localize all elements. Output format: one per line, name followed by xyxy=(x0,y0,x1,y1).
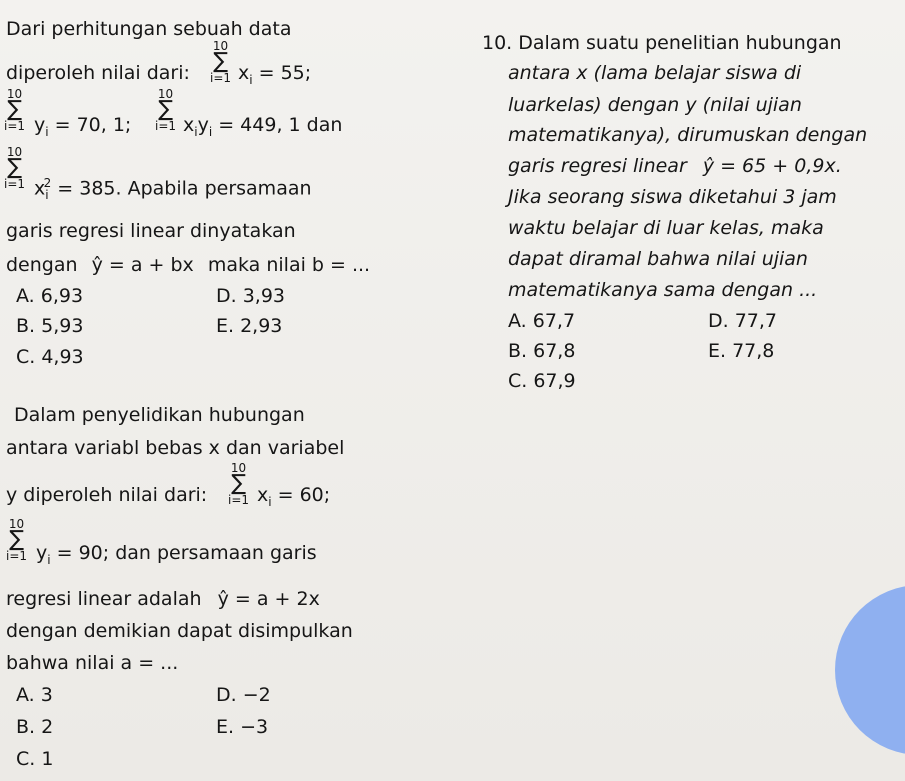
q2-sum-x-expr xyxy=(257,484,330,513)
q2-option-e: E. −3 xyxy=(216,716,269,738)
sigma-lower: i=1 xyxy=(155,119,177,133)
sigma-lower: i=1 xyxy=(4,177,26,191)
q2-text: regresi linear adalah xyxy=(6,588,202,610)
sigma-upper: 10 xyxy=(6,145,23,159)
sub-i: i xyxy=(45,124,49,139)
q10-line-1: 10. Dalam suatu penelitian hubungan xyxy=(482,32,842,54)
q1-sum-x-expr xyxy=(238,62,311,91)
q2-line-1: Dalam penyelidikan hubungan xyxy=(14,404,305,426)
sigma-lower: i=1 xyxy=(228,493,250,507)
q1-line-2-text: diperoleh nilai dari: xyxy=(6,62,190,84)
q2-line-5 xyxy=(6,588,320,610)
sigma-upper: 10 xyxy=(157,87,174,101)
q2-option-d: D. −2 xyxy=(216,684,271,706)
q1-option-d: D. 3,93 xyxy=(216,285,286,307)
q2-sum-y-expr xyxy=(36,542,317,571)
sigma-symbol: ∑ xyxy=(158,97,173,122)
sigma-upper: 10 xyxy=(230,461,247,475)
q1-sum-x2-expr xyxy=(34,172,312,206)
q2-text: y diperoleh nilai dari: xyxy=(6,484,208,506)
q2-line-7: bahwa nilai a = ... xyxy=(6,652,179,674)
sigma-upper: 10 xyxy=(6,87,23,101)
sub-i: i xyxy=(208,124,213,139)
q1-option-c: C. 4,93 xyxy=(16,346,84,368)
sigma-symbol: ∑ xyxy=(7,97,22,122)
sum-x-value: = 55; xyxy=(252,62,312,84)
sigma-lower: i=1 xyxy=(210,71,232,85)
sub-i: i xyxy=(47,552,51,567)
sigma-symbol: ∑ xyxy=(9,527,24,552)
q10-line-2: antara x (lama belajar siswa di xyxy=(508,62,802,84)
q10-option-c: C. 67,9 xyxy=(508,370,576,392)
q1-option-b: B. 5,93 xyxy=(16,315,84,337)
sub-i: i xyxy=(249,72,253,87)
q2-regression-eq: ŷ = a + 2x xyxy=(217,588,320,610)
q10-line-5 xyxy=(508,155,842,177)
q2-sigma-x xyxy=(228,462,249,506)
sum-y-value: = 70, 1; xyxy=(48,114,132,136)
q1-option-e: E. 2,93 xyxy=(216,315,283,337)
sigma-upper: 10 xyxy=(212,39,229,53)
q1-sigma-x xyxy=(210,40,231,84)
q10-line-9: matematikanya sama dengan ... xyxy=(508,279,818,301)
q10-text: garis regresi linear xyxy=(508,155,687,177)
sigma-symbol: ∑ xyxy=(231,471,246,496)
q1-dengan: dengan xyxy=(6,254,78,276)
q10-option-b: B. 67,8 xyxy=(508,340,576,362)
sum-y-value: = 90; dan persamaan garis xyxy=(50,542,317,564)
q10-option-e: E. 77,8 xyxy=(708,340,775,362)
q2-line-2: antara variabl bebas x dan variabel xyxy=(6,437,345,459)
sum-x2-value: = 385. Apabila persamaan xyxy=(51,177,312,200)
q1-sum-xy-expr xyxy=(183,114,342,143)
q1-sigma-xy xyxy=(155,88,176,132)
q2-line-6: dengan demikian dapat disimpulkan xyxy=(6,620,353,642)
sub-i: i xyxy=(194,124,198,139)
sigma-lower: i=1 xyxy=(4,119,26,133)
var-y: y xyxy=(34,114,46,136)
sigma-lower: i=1 xyxy=(6,549,28,563)
q1-sum-y-expr xyxy=(34,114,131,143)
var-x: x xyxy=(183,114,195,136)
q1-sigma-x2 xyxy=(4,146,25,190)
q1-line-5: garis regresi linear dinyatakan xyxy=(6,220,296,242)
sigma-symbol: ∑ xyxy=(7,155,22,180)
q10-line-3: luarkelas) dengan y (nilai ujian xyxy=(508,94,802,116)
q10-option-d: D. 77,7 xyxy=(708,310,778,332)
q10-option-a: A. 67,7 xyxy=(508,310,576,332)
sum-xy-value: = 449, 1 dan xyxy=(212,114,343,136)
q10-line-8: dapat diramal bahwa nilai ujian xyxy=(508,248,808,270)
var-x: x xyxy=(34,177,46,200)
var-y: y xyxy=(36,542,48,564)
q1-line-2 xyxy=(6,62,190,84)
q10-line-4: matematikanya), dirumuskan dengan xyxy=(508,124,868,146)
q10-line-6: Jika seorang siswa diketahui 3 jam xyxy=(508,186,837,208)
q1-line-1: Dari perhitungan sebuah data xyxy=(6,18,292,40)
var-x: x xyxy=(238,62,250,84)
var-y: y xyxy=(197,114,209,136)
q1-regression-eq: ŷ = a + bx xyxy=(91,254,194,276)
q1-sigma-y xyxy=(4,88,25,132)
q2-option-b: B. 2 xyxy=(16,716,54,738)
q1-option-a: A. 6,93 xyxy=(16,285,84,307)
sup-2: 2 xyxy=(43,176,52,190)
sub-i: i xyxy=(45,188,49,203)
q2-option-c: C. 1 xyxy=(16,748,54,770)
q1-question: maka nilai b = ... xyxy=(207,254,371,276)
sigma-symbol: ∑ xyxy=(213,49,228,74)
q10-line-7: waktu belajar di luar kelas, maka xyxy=(508,217,824,239)
q2-option-a: A. 3 xyxy=(16,684,53,706)
sub-i: i xyxy=(268,494,272,509)
q10-regression-eq: ŷ = 65 + 0,9x. xyxy=(702,155,842,177)
q2-line-3 xyxy=(6,484,207,506)
sigma-upper: 10 xyxy=(8,517,25,531)
q1-line-6 xyxy=(6,254,370,276)
q2-sigma-y xyxy=(6,518,27,562)
var-x: x xyxy=(257,484,269,506)
sum-x-value: = 60; xyxy=(271,484,331,506)
